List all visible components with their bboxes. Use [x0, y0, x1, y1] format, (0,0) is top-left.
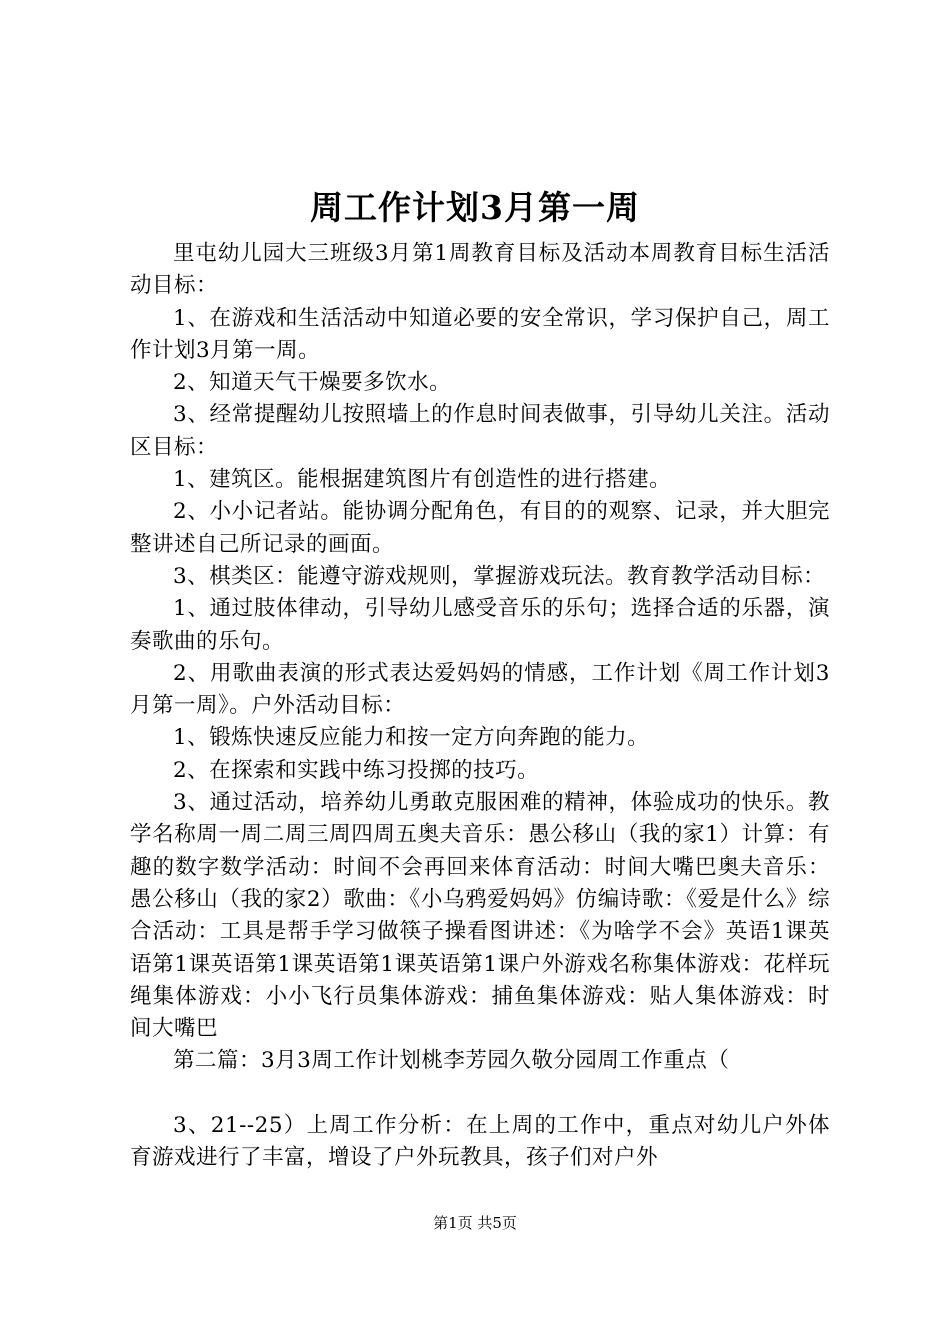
- paragraph: 3、21--25）上周工作分析：在上周的工作中，重点对幼儿户外体育游戏进行了丰富，增设了户外玩教具，孩子们对户外: [130, 1112, 830, 1171]
- paragraph: 2、用歌曲表演的形式表达爱妈妈的情感，工作计划《周工作计划3月第一周》。户外活动目标：: [130, 660, 830, 719]
- paragraph: 2、在探索和实践中练习投掷的技巧。: [173, 757, 540, 783]
- paragraph: 1、建筑区。能根据建筑图片有创造性的进行搭建。: [173, 467, 672, 493]
- paragraph: 2、知道天气干燥要多饮水。: [173, 370, 452, 396]
- paragraph: 1、锻炼快速反应能力和按一定方向奔跑的能力。: [173, 725, 650, 751]
- paragraph: 2、小小记者站。能协调分配角色，有目的的观察、记录，并大胆完整讲述自己所记录的画面。: [130, 499, 830, 557]
- page-footer: 第1页 共5页: [433, 1214, 517, 1232]
- paragraph: 3、棋类区：能遵守游戏规则，掌握游戏玩法。教育教学活动目标：: [173, 563, 826, 589]
- paragraph: 里屯幼儿园大三班级3月第1周教育目标及活动本周教育目标生活活动目标：: [130, 241, 830, 299]
- paragraph: 1、在游戏和生活活动中知道必要的安全常识，学习保护自己，周工作计划3月第一周。: [130, 305, 830, 363]
- paragraph: 3、通过活动，培养幼儿勇敢克服困难的精神，体验成功的快乐。教学名称周一周二周三周四周五奥夫音乐：愚公移山（我的家1）计算：有趣的数字数学活动：时间不会再回来体育活动：时间大嘴巴奥夫音乐：愚公移山（我的家2）歌曲：《小乌鸦爱妈妈》仿编诗歌：《爱是什么》综合活动：工具是帮手学习做筷子操看图讲述：《为啥学不会》英语1课英语第1课英语第1课英语第1课英语第1课户外游戏名称集体游戏：花样玩绳集体游戏：小小飞行员集体游戏：捕鱼集体游戏：贴人集体游戏：时间大嘴巴: [130, 790, 830, 1042]
- document-title: 周工作计划3月第一周: [310, 188, 640, 227]
- document-body: [130, 238, 830, 1174]
- paragraph: 1、通过肢体律动，引导幼儿感受音乐的乐句；选择合适的乐器，演奏歌曲的乐句。: [130, 596, 830, 654]
- paragraph: 3、经常提醒幼儿按照墙上的作息时间表做事，引导幼儿关注。活动区目标：: [130, 402, 830, 460]
- paragraph: 第二篇：3月3周工作计划桃李芳园久敬分园周工作重点（: [173, 1048, 730, 1074]
